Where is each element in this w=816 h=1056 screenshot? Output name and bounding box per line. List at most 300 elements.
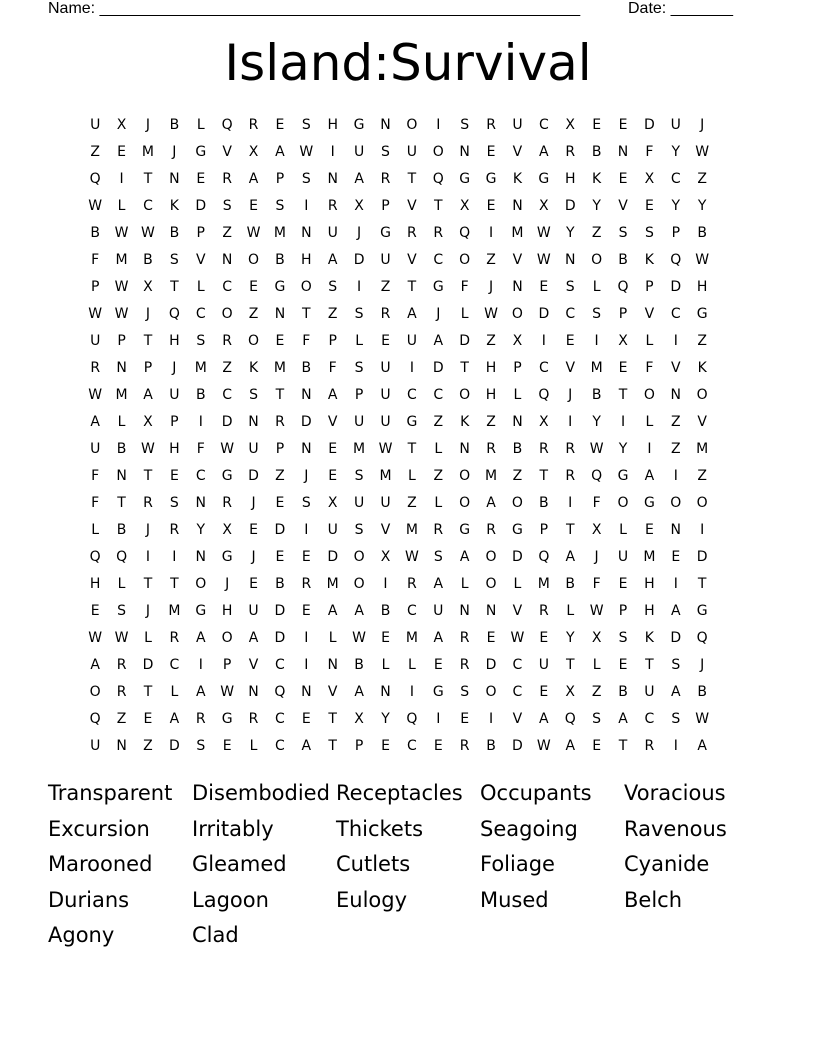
grid-letter: T	[170, 576, 179, 592]
grid-letter: E	[618, 171, 628, 187]
grid-letter: J	[145, 117, 151, 133]
grid-row	[82, 625, 742, 652]
grid-letter: F	[91, 468, 100, 484]
grid-letter: U	[380, 252, 391, 268]
grid-letter: G	[432, 684, 444, 700]
grid-letter: G	[274, 279, 286, 295]
grid-letter: E	[143, 711, 153, 727]
grid-letter: T	[328, 738, 337, 754]
grid-letter: C	[433, 387, 444, 403]
grid-letter: Q	[696, 630, 708, 646]
grid-row	[82, 139, 742, 166]
grid-letter: C	[565, 306, 576, 322]
grid-letter: H	[485, 387, 497, 403]
grid-letter: R	[275, 414, 285, 430]
grid-letter: B	[697, 684, 707, 700]
grid-letter: L	[355, 333, 363, 349]
grid-letter: A	[169, 711, 180, 727]
grid-letter: W	[299, 144, 314, 160]
grid-letter: O	[617, 495, 629, 511]
grid-letter: Z	[591, 225, 602, 241]
grid-letter: B	[90, 225, 100, 241]
grid-letter: E	[275, 495, 285, 511]
grid-letter: L	[407, 657, 416, 673]
grid-letter: S	[301, 171, 311, 187]
grid-letter: E	[275, 117, 285, 133]
grid-letter: W	[536, 225, 551, 241]
grid-letter: M	[590, 360, 603, 376]
grid-letter: J	[700, 117, 705, 133]
grid-letter: U	[433, 603, 444, 619]
grid-row	[82, 598, 742, 625]
grid-letter: P	[354, 738, 364, 754]
grid-letter: G	[221, 549, 233, 565]
grid-letter: M	[696, 441, 709, 457]
grid-letter: J	[145, 603, 151, 619]
grid-letter: O	[591, 252, 603, 268]
grid-letter: J	[568, 387, 573, 403]
grid-letter: R	[116, 657, 127, 673]
grid-letter: N	[459, 603, 470, 619]
grid-letter: W	[695, 144, 710, 160]
grid-letter: V	[248, 657, 259, 673]
grid-letter: A	[354, 603, 364, 619]
grid-letter: O	[353, 576, 365, 592]
grid-letter: S	[169, 252, 179, 268]
grid-letter: I	[198, 414, 203, 430]
grid-letter: A	[459, 549, 470, 565]
grid-letter: E	[381, 630, 390, 646]
grid-letter: M	[379, 468, 392, 484]
grid-letter: P	[513, 360, 522, 376]
grid-letter: I	[119, 171, 124, 187]
grid-letter: N	[459, 144, 470, 160]
grid-letter: N	[301, 684, 312, 700]
grid-letter: U	[248, 441, 259, 457]
grid-letter: E	[301, 711, 311, 727]
grid-letter: T	[565, 522, 575, 538]
grid-letter: A	[407, 306, 417, 322]
grid-letter: W	[695, 252, 710, 268]
grid-letter: G	[353, 117, 365, 133]
grid-letter: A	[697, 738, 707, 754]
grid-letter: E	[618, 576, 628, 592]
grid-letter: S	[460, 117, 470, 133]
grid-letter: T	[143, 576, 153, 592]
grid-letter: K	[169, 198, 179, 214]
grid-letter: G	[406, 414, 418, 430]
grid-letter: W	[88, 630, 103, 646]
grid-letter: A	[275, 144, 285, 160]
grid-letter: O	[643, 387, 655, 403]
grid-letter: T	[143, 684, 153, 700]
grid-letter: R	[301, 576, 312, 592]
grid-letter: H	[89, 576, 101, 592]
grid-row	[82, 301, 742, 328]
grid-letter: I	[673, 333, 678, 349]
grid-letter: M	[141, 144, 155, 160]
grid-letter: B	[143, 252, 153, 268]
grid-letter: N	[116, 738, 127, 754]
grid-letter: T	[645, 657, 654, 673]
grid-letter: Z	[222, 225, 232, 241]
grid-letter: C	[222, 279, 233, 295]
grid-letter: N	[248, 684, 259, 700]
grid-letter: C	[644, 711, 655, 727]
grid-letter: Z	[143, 738, 153, 754]
word-list-item: Disembodied	[192, 781, 330, 805]
grid-letter: A	[327, 603, 338, 619]
grid-letter: R	[116, 684, 127, 700]
grid-letter: F	[592, 576, 601, 592]
grid-letter: G	[195, 603, 207, 619]
grid-letter: A	[539, 144, 549, 160]
grid-letter: R	[222, 495, 233, 511]
grid-letter: E	[592, 117, 602, 133]
grid-letter: B	[195, 387, 206, 403]
grid-letter: C	[222, 387, 233, 403]
grid-letter: X	[644, 171, 655, 187]
grid-letter: N	[301, 225, 312, 241]
grid-letter: M	[273, 225, 286, 241]
grid-letter: U	[380, 414, 391, 430]
grid-letter: T	[143, 171, 153, 187]
grid-letter: I	[647, 441, 652, 457]
grid-letter: L	[513, 387, 522, 403]
grid-letter: Z	[327, 306, 338, 322]
grid-letter: B	[275, 576, 285, 592]
grid-letter: X	[143, 279, 153, 295]
grid-letter: A	[195, 684, 206, 700]
grid-letter: B	[275, 252, 285, 268]
grid-row	[82, 679, 742, 706]
grid-letter: W	[695, 711, 710, 727]
grid-letter: X	[512, 333, 523, 349]
grid-letter: Y	[592, 414, 601, 430]
grid-letter: H	[169, 441, 180, 457]
grid-letter: U	[327, 225, 338, 241]
grid-letter: R	[538, 441, 549, 457]
grid-letter: Q	[89, 171, 101, 187]
grid-letter: U	[380, 495, 391, 511]
grid-letter: D	[221, 414, 233, 430]
grid-letter: C	[670, 171, 681, 187]
grid-letter: B	[380, 603, 391, 619]
grid-letter: L	[117, 576, 126, 592]
grid-letter: N	[169, 171, 180, 187]
grid-letter: E	[486, 198, 496, 214]
grid-letter: X	[539, 414, 549, 430]
grid-letter: I	[568, 414, 573, 430]
grid-letter: V	[222, 144, 232, 160]
grid-letter: G	[380, 225, 391, 241]
grid-letter: B	[116, 522, 127, 538]
word-list-item: Transparent	[48, 781, 173, 805]
grid-letter: E	[486, 630, 496, 646]
grid-letter: T	[302, 306, 311, 322]
grid-letter: V	[618, 198, 628, 214]
grid-letter: X	[143, 414, 153, 430]
grid-letter: W	[141, 225, 155, 241]
grid-letter: L	[434, 441, 443, 457]
grid-letter: E	[301, 549, 311, 565]
grid-letter: F	[196, 441, 205, 457]
word-list-item: Belch	[624, 887, 683, 912]
grid-letter: W	[589, 441, 604, 457]
grid-row	[82, 247, 742, 274]
grid-letter: R	[222, 171, 233, 187]
grid-letter: W	[114, 225, 129, 241]
grid-letter: S	[618, 630, 628, 646]
grid-letter: L	[144, 630, 152, 646]
grid-row	[82, 193, 742, 220]
grid-letter: T	[407, 171, 417, 187]
grid-letter: E	[249, 279, 258, 295]
grid-letter: U	[327, 522, 338, 538]
grid-letter: J	[436, 306, 441, 322]
grid-letter: L	[91, 522, 100, 538]
grid-letter: J	[251, 549, 256, 565]
grid-letter: D	[248, 468, 259, 484]
grid-letter: I	[330, 144, 335, 160]
grid-letter: G	[538, 171, 550, 187]
grid-letter: N	[512, 414, 523, 430]
grid-letter: A	[618, 711, 628, 727]
grid-letter: I	[304, 630, 309, 646]
grid-letter: Q	[564, 711, 576, 727]
grid-letter: M	[168, 603, 181, 619]
grid-letter: Q	[274, 684, 286, 700]
grid-letter: I	[594, 333, 599, 349]
grid-letter: V	[512, 603, 523, 619]
grid-letter: D	[696, 549, 708, 565]
grid-letter: T	[433, 198, 443, 214]
grid-letter: A	[327, 252, 338, 268]
grid-letter: Z	[697, 333, 707, 349]
grid-letter: Q	[617, 279, 629, 295]
grid-letter: D	[670, 279, 682, 295]
grid-letter: L	[566, 603, 575, 619]
grid-letter: N	[301, 387, 312, 403]
grid-letter: E	[275, 549, 285, 565]
grid-letter: J	[594, 549, 599, 565]
grid-letter: N	[195, 549, 206, 565]
grid-letter: I	[198, 657, 203, 673]
grid-letter: G	[617, 468, 629, 484]
grid-row	[82, 517, 742, 544]
grid-letter: O	[432, 144, 444, 160]
grid-letter: N	[116, 468, 127, 484]
grid-letter: N	[485, 603, 497, 619]
grid-letter: J	[357, 225, 362, 241]
grid-letter: H	[696, 279, 708, 295]
grid-letter: S	[222, 198, 232, 214]
grid-letter: D	[274, 630, 286, 646]
grid-letter: M	[194, 360, 207, 376]
grid-letter: X	[248, 144, 259, 160]
grid-letter: J	[172, 360, 177, 376]
grid-letter: O	[485, 549, 497, 565]
grid-letter: R	[433, 225, 444, 241]
grid-letter: A	[327, 387, 338, 403]
grid-row	[82, 220, 742, 247]
grid-letter: P	[222, 657, 232, 673]
grid-letter: N	[459, 441, 470, 457]
grid-letter: V	[697, 414, 707, 430]
grid-letter: P	[618, 306, 628, 322]
grid-letter: S	[354, 468, 364, 484]
grid-letter: D	[670, 630, 682, 646]
grid-letter: O	[459, 495, 471, 511]
grid-letter: K	[460, 414, 470, 430]
grid-letter: P	[275, 171, 285, 187]
grid-letter: Q	[406, 711, 418, 727]
grid-letter: P	[170, 414, 179, 430]
grid-letter: E	[117, 144, 127, 160]
grid-letter: X	[591, 522, 602, 538]
grid-letter: B	[618, 252, 628, 268]
grid-letter: C	[195, 306, 206, 322]
grid-letter: G	[512, 522, 523, 538]
grid-letter: Y	[671, 144, 681, 160]
grid-letter: N	[617, 144, 629, 160]
grid-letter: O	[696, 495, 708, 511]
grid-letter: A	[644, 468, 655, 484]
grid-letter: S	[249, 387, 258, 403]
word-list-item: Voracious	[624, 781, 726, 805]
grid-letter: L	[645, 414, 654, 430]
grid-letter: D	[459, 333, 471, 349]
grid-letter: W	[88, 387, 103, 403]
grid-letter: N	[327, 657, 338, 673]
grid-letter: R	[565, 441, 576, 457]
grid-letter: V	[512, 711, 523, 727]
word-list-item: Clad	[192, 923, 239, 948]
grid-letter: B	[512, 441, 523, 457]
grid-letter: T	[328, 711, 337, 727]
grid-letter: J	[700, 657, 705, 673]
grid-letter: J	[145, 522, 151, 538]
grid-letter: L	[619, 522, 627, 538]
grid-letter: P	[645, 279, 654, 295]
grid-letter: W	[141, 441, 155, 457]
grid-letter: B	[116, 441, 127, 457]
grid-letter: M	[115, 387, 128, 403]
word-search-grid	[82, 112, 742, 760]
word-list	[48, 776, 768, 954]
grid-letter: T	[407, 279, 417, 295]
grid-letter: G	[696, 603, 708, 619]
grid-letter: R	[565, 144, 576, 160]
grid-letter: A	[565, 738, 576, 754]
grid-letter: Z	[512, 468, 523, 484]
grid-letter: W	[510, 630, 525, 646]
grid-letter: T	[697, 576, 707, 592]
grid-letter: A	[354, 684, 364, 700]
grid-letter: L	[645, 333, 654, 349]
grid-letter: L	[117, 198, 126, 214]
grid-letter: X	[591, 630, 602, 646]
grid-letter: C	[195, 468, 206, 484]
grid-letter: Z	[433, 414, 444, 430]
word-list-item: Marooned	[48, 852, 153, 877]
grid-letter: E	[539, 684, 549, 700]
grid-letter: S	[671, 657, 681, 673]
word-list-item: Agony	[48, 923, 115, 948]
grid-letter: E	[196, 171, 206, 187]
grid-letter: U	[512, 117, 523, 133]
grid-letter: S	[460, 684, 470, 700]
grid-letter: E	[328, 441, 338, 457]
grid-row	[82, 733, 742, 760]
grid-letter: O	[696, 387, 708, 403]
grid-letter: T	[275, 387, 285, 403]
grid-letter: E	[90, 603, 100, 619]
grid-letter: R	[248, 711, 259, 727]
grid-letter: V	[407, 198, 417, 214]
grid-letter: C	[275, 711, 285, 727]
grid-letter: U	[670, 117, 681, 133]
grid-letter: Y	[381, 711, 390, 727]
grid-letter: U	[380, 387, 391, 403]
grid-letter: O	[248, 252, 260, 268]
grid-letter: C	[169, 657, 180, 673]
grid-letter: B	[618, 684, 628, 700]
grid-letter: A	[486, 495, 496, 511]
grid-letter: A	[671, 684, 681, 700]
grid-letter: W	[378, 441, 393, 457]
grid-letter: N	[248, 414, 259, 430]
grid-letter: I	[436, 117, 441, 133]
grid-row	[82, 112, 742, 139]
grid-letter: F	[91, 252, 100, 268]
grid-letter: T	[618, 738, 628, 754]
grid-letter: I	[304, 522, 309, 538]
grid-letter: U	[169, 387, 180, 403]
grid-letter: V	[671, 360, 681, 376]
grid-letter: I	[673, 576, 678, 592]
grid-letter: O	[406, 117, 418, 133]
grid-letter: S	[301, 117, 311, 133]
grid-letter: Z	[407, 495, 417, 511]
grid-letter: E	[486, 144, 496, 160]
grid-letter: P	[196, 225, 205, 241]
grid-letter: D	[512, 738, 523, 754]
grid-letter: M	[326, 576, 339, 592]
grid-letter: U	[353, 495, 365, 511]
grid-letter: T	[117, 495, 126, 511]
grid-letter: C	[406, 603, 417, 619]
grid-letter: S	[117, 603, 127, 619]
word-list-item: Excursion	[48, 816, 150, 841]
grid-letter: R	[327, 198, 338, 214]
grid-letter: X	[565, 117, 576, 133]
grid-letter: U	[90, 333, 101, 349]
grid-letter: Q	[459, 225, 471, 241]
grid-letter: Z	[697, 468, 707, 484]
grid-letter: S	[196, 333, 206, 349]
grid-letter: O	[459, 387, 471, 403]
grid-letter: W	[536, 252, 551, 268]
grid-letter: X	[539, 198, 549, 214]
word-list-item: Seagoing	[480, 816, 578, 841]
grid-letter: I	[409, 360, 414, 376]
grid-letter: C	[538, 117, 549, 133]
grid-letter: L	[196, 117, 205, 133]
grid-letter: D	[353, 252, 365, 268]
grid-letter: E	[460, 711, 470, 727]
grid-letter: I	[673, 738, 678, 754]
